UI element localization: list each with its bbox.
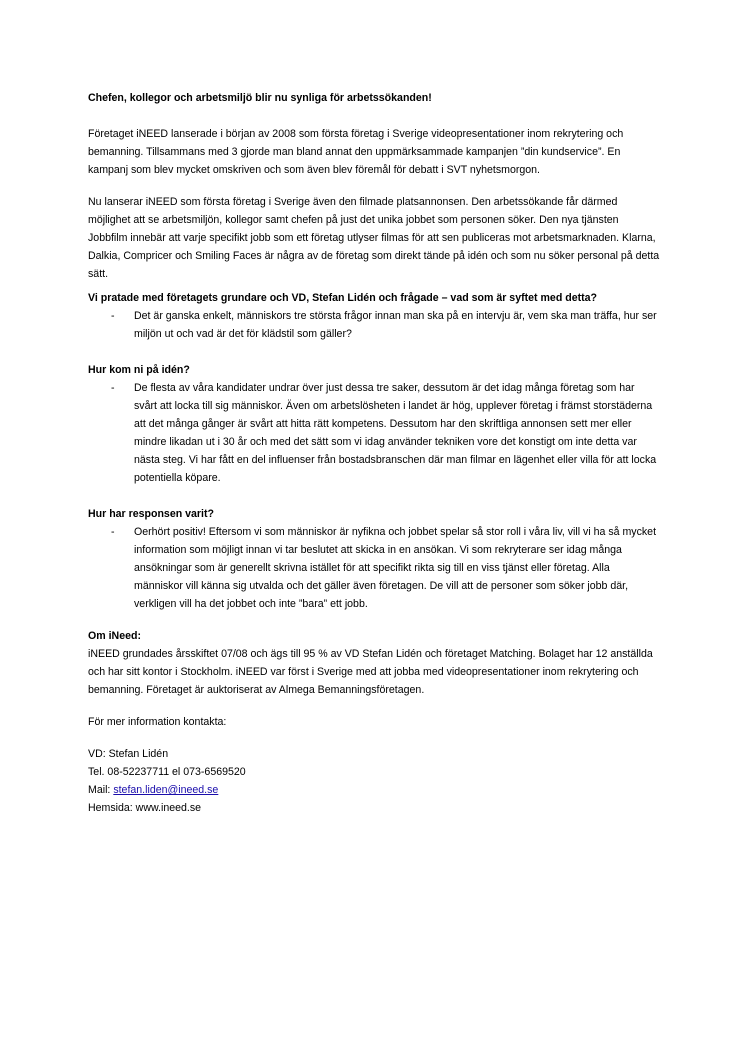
launch-paragraph: Nu lanserar iNEED som första företag i Sverige även den filmade platsannonsen. Den arbetssökande får därmed möjlighet att se arbetsmiljön, kollegor samt chefen på just det unika jobbet som personen söker. Den nya tjänsten Jobbfilm innebär att varje specifikt jobb som ett företag utlyser filmas för att sen publiceras mot arbetsmarknaden. Klarna, Dalkia, Compricer och Smiling Faces är några av de företag som direkt tände på idén och som nu söker personal på detta sätt.: [88, 196, 660, 280]
answer-text: Oerhört positiv! Eftersom vi som människor är nyfikna och jobbet spelar så stor roll i våra liv, vill vi ha så mycket information som möjligt innan vi tar beslutet att skicka in en ansökan. Vi som rekryterare ser idag många ansökningar som är generellt skrivna istället för att specifikt rikta sig till en viss tjänst eller företag. Alla människor vill känna sig utvalda och det gäller även företagen. De vill att de personer som söker jobb där, verkligen vill ha det jobbet och inte ”bara” ett jobb.: [134, 526, 657, 610]
document-body: [88, 89, 660, 817]
contact-vd: VD: Stefan Lidén: [88, 748, 169, 760]
dash-bullet: -: [111, 310, 115, 322]
answer-item: [88, 307, 660, 343]
answer-item: [88, 379, 660, 487]
answer-item: [88, 523, 660, 613]
answer-text: Det är ganska enkelt, människors tre största frågor innan man ska på en intervju är, vem ska man träffa, hur ser miljön ut och vad är det för klädstil som gäller?: [134, 310, 657, 340]
email-link[interactable]: stefan.liden@ineed.se: [113, 784, 219, 796]
contact-website: Hemsida: www.ineed.se: [88, 802, 202, 814]
question-heading: Hur har responsen varit?: [88, 508, 214, 520]
question-heading: Vi pratade med företagets grundare och VD, Stefan Lidén och frågade – vad som är syftet med detta?: [88, 292, 598, 304]
question-heading: Hur kom ni på idén?: [88, 364, 190, 376]
dash-bullet: -: [111, 526, 115, 538]
contact-mail-line: [88, 781, 660, 799]
mail-label: Mail:: [88, 784, 114, 796]
answer-text: De flesta av våra kandidater undrar över just dessa tre saker, dessutom är det idag många företag som har svårt att locka till sig människor. Även om arbetslösheten i landet är hög, upplever företag i främst storstäderna att det många gånger är svårt att hitta rätt kompetens. Dessutom har den skriftliga annonsen sett mer eller mindre likadan ut i 30 år och med det sätt som vi idag använder tekniken vore det konstigt om inte detta var nästa steg. Vi har fått en del influenser från bostadsbranschen där man filmar en lägenhet eller villa för att locka potentiella köpare.: [134, 382, 657, 484]
contact-phone: Tel. 08-52237711 el 073-6569520: [88, 766, 246, 778]
about-text: iNEED grundades årsskiftet 07/08 och ägs till 95 % av VD Stefan Lidén och företaget Matching. Bolaget har 12 anställda och har sitt kontor i Stockholm. iNEED var först i Sverige med att jobba med videopresentationer inom rekrytering och bemanning. Företaget är auktoriserat av Almega Bemanningsföretagen.: [88, 648, 653, 696]
intro-paragraph: Företaget iNEED lanserade i början av 2008 som första företag i Sverige videopresentationer inom rekrytering och bemanning. Tillsammans med 3 gjorde man bland annat den uppmärksammade kampanjen ”din kundservice”. En kampanj som blev mycket omskriven och som även blev föremål för debatt i SVT nyhetsmorgon.: [88, 128, 624, 176]
dash-bullet: -: [111, 382, 115, 394]
about-heading: Om iNeed:: [88, 630, 141, 642]
document-title: Chefen, kollegor och arbetsmiljö blir nu synliga för arbetssökanden!: [88, 92, 432, 104]
contact-intro: För mer information kontakta:: [88, 716, 227, 728]
